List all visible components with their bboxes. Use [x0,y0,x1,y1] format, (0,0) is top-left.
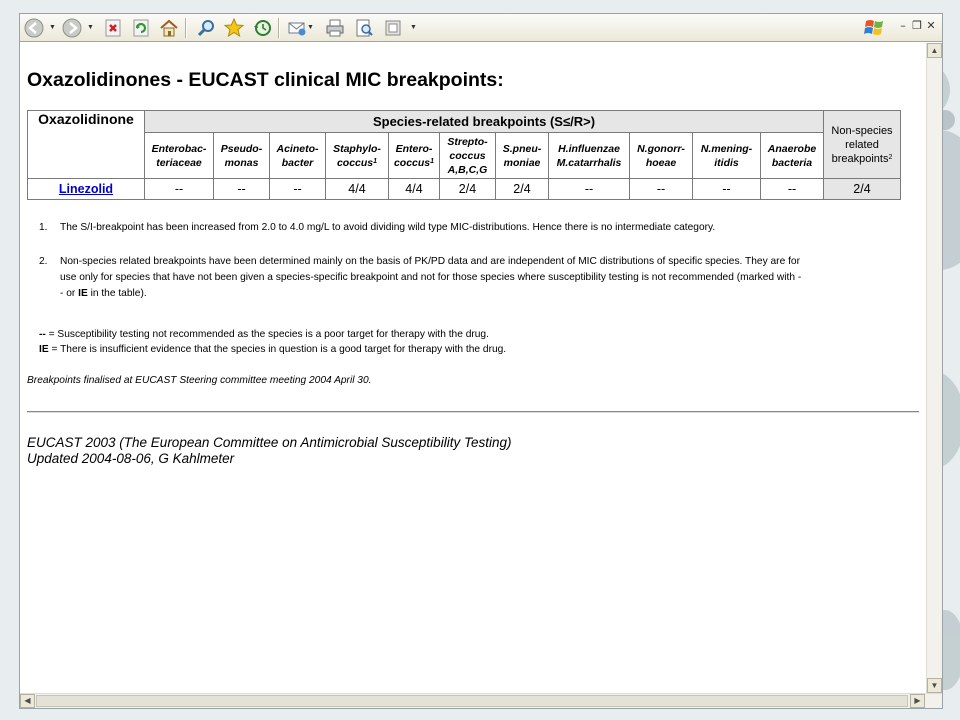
home-button[interactable] [158,17,180,39]
species-name-line: Enterobac- [151,142,207,155]
divider [27,411,919,413]
stop-button[interactable] [102,17,124,39]
page-content [20,43,926,693]
footnote-2 [39,254,919,306]
species-name-line: Acineto- [276,142,319,155]
refresh-icon [132,19,150,37]
footer-copyright: EUCAST 2003 (The European Committee on Antimicrobial Susceptibility Testing) [27,435,512,450]
breakpoint-value-cell: -- [270,179,326,200]
search-button[interactable] [195,17,217,39]
drug-cell [28,179,145,200]
legend-key: IE [39,344,49,355]
species-name-line: A,B,C,G [447,163,488,176]
species-header-cell [270,133,326,179]
species-name-line: monas [224,156,259,169]
species-header-cell [326,133,389,179]
search-icon [196,18,216,38]
species-name-line: S.pneu- [502,142,542,155]
page-title: Oxazolidinones - EUCAST clinical MIC breakpoints: [27,69,504,91]
edit-document-icon [354,18,374,38]
species-name-line: coccus [449,149,486,162]
edit-button[interactable] [353,17,375,39]
breakpoint-value-cell: 4/4 [389,179,440,200]
species-header-cell [214,133,270,179]
species-name-line: hoeae [645,156,677,169]
species-name-line: itidis [714,156,739,169]
footnote-text-line: Non-species related breakpoints have been determined mainly on the basis of PK/PD data and are independent of MIC distributions of specific species. They are for [60,256,800,267]
breakpoints-table [27,110,901,200]
species-name-line: bacter [281,156,314,169]
species-breakpoints-header: Species-related breakpoints (S≤/R>) [145,111,824,133]
mail-dropdown-icon[interactable]: ▼ [307,24,314,31]
footnote-text-line: - or IE in the table). [60,288,147,299]
horizontal-scrollbar[interactable] [20,693,942,708]
windows-logo-icon [863,16,887,40]
mail-icon [287,18,307,38]
legend-text: = Susceptibility testing not recommended as the species is a poor target for therapy with the drug. [45,329,489,340]
breakpoint-value-cell: -- [549,179,630,200]
history-button[interactable] [251,17,273,39]
home-icon [159,18,179,38]
minimize-button[interactable]: – [900,19,906,32]
breakpoint-value-cell: 2/4 [496,179,549,200]
linezolid-link[interactable]: Linezolid [58,182,114,196]
mail-button[interactable] [286,17,308,39]
forward-button[interactable] [61,17,83,39]
species-name-line: teriaceae [156,156,202,169]
species-name-line: coccus [393,156,431,169]
nonspecies-header-line: breakpoints [831,152,889,165]
species-header-cell [440,133,496,179]
footnote-text: The S/I-breakpoint has been increased from 2.0 to 4.0 mg/L to avoid dividing wild type MIC-distributions. Hence there is no intermediate category. [60,222,716,233]
forward-arrow-icon [62,18,82,38]
nonspecies-breakpoints-header [824,111,901,179]
breakpoint-value-cell: -- [630,179,693,200]
breakpoint-value-cell: 2/4 [440,179,496,200]
footnote-text-line: use only for species that have not been given a species-specific breakpoint and not for those species where susceptibility testing is not recommended (marked with - [60,272,802,283]
history-icon [252,18,272,38]
species-name-line: bacteria [771,156,813,169]
finalised-note: Breakpoints finalised at EUCAST Steering committee meeting 2004 April 30. [27,375,372,386]
scroll-left-icon[interactable]: ◀ [20,694,35,708]
species-header-cell [693,133,761,179]
favorites-button[interactable] [223,17,245,39]
printer-icon [325,18,345,38]
breakpoint-value-cell: 4/4 [326,179,389,200]
footer-updated: Updated 2004-08-06, G Kahlmeter [27,451,235,466]
back-arrow-icon [24,18,44,38]
nonspecies-header-line: related [845,138,879,151]
species-header-cell [549,133,630,179]
stop-icon [104,19,122,37]
species-header-cell [761,133,824,179]
breakpoint-value-cell: -- [214,179,270,200]
species-header-cell [145,133,214,179]
species-name-line: Staphylo- [333,142,381,155]
breakpoint-value-cell: -- [693,179,761,200]
legend-insufficient-evidence [39,344,506,355]
footnote-1 [39,220,919,238]
back-dropdown-icon[interactable]: ▼ [49,24,56,31]
species-name-line: N.mening- [700,142,753,155]
drug-column-header: Oxazolidinone [28,111,145,179]
discuss-icon [384,19,402,37]
footnote-marker: 2 [888,153,893,161]
close-button[interactable]: ✕ [926,19,936,32]
breakpoint-value-cell: -- [145,179,214,200]
species-name-line: M.catarrhalis [556,156,622,169]
species-name-line: Entero- [395,142,433,155]
more-dropdown-icon[interactable]: ▼ [410,24,417,31]
species-name-line: N.gonorr- [637,142,685,155]
scroll-right-icon[interactable]: ▶ [910,694,925,708]
vertical-scrollbar[interactable] [926,43,942,693]
species-header-cell [630,133,693,179]
back-button[interactable] [23,17,45,39]
nonspecies-header-line: Non-species [831,124,893,137]
footnote-number: 1. [39,222,48,233]
refresh-button[interactable] [130,17,152,39]
restore-button[interactable]: ❐ [912,19,922,32]
breakpoint-value-cell: -- [761,179,824,200]
species-name-line: Strepto- [447,135,488,148]
species-name-line: coccus [336,156,374,169]
species-name-line: H.influenzae [558,142,620,155]
species-name-line: moniae [503,156,541,169]
species-name-line: Anaerobe [767,142,817,155]
footnote-marker: 1 [430,157,435,165]
horizontal-scroll-thumb[interactable] [36,695,908,707]
species-header-cell [496,133,549,179]
nonspecies-value-cell: 2/4 [824,179,901,200]
discuss-button[interactable] [382,17,404,39]
species-name-line: Pseudo- [220,142,263,155]
forward-dropdown-icon[interactable]: ▼ [87,24,94,31]
legend-text: = There is insufficient evidence that the species in question is a good target for therapy with the drug. [48,344,507,355]
scroll-down-icon[interactable]: ▼ [927,678,942,693]
legend-key: -- [39,329,46,340]
footnote-number: 2. [39,256,48,267]
scroll-up-icon[interactable]: ▲ [927,43,942,58]
print-button[interactable] [324,17,346,39]
footnote-marker: 1 [373,157,378,165]
species-header-cell [389,133,440,179]
star-icon [224,18,244,38]
browser-toolbar [20,14,942,42]
legend-not-recommended [39,329,489,340]
browser-window [19,13,943,709]
